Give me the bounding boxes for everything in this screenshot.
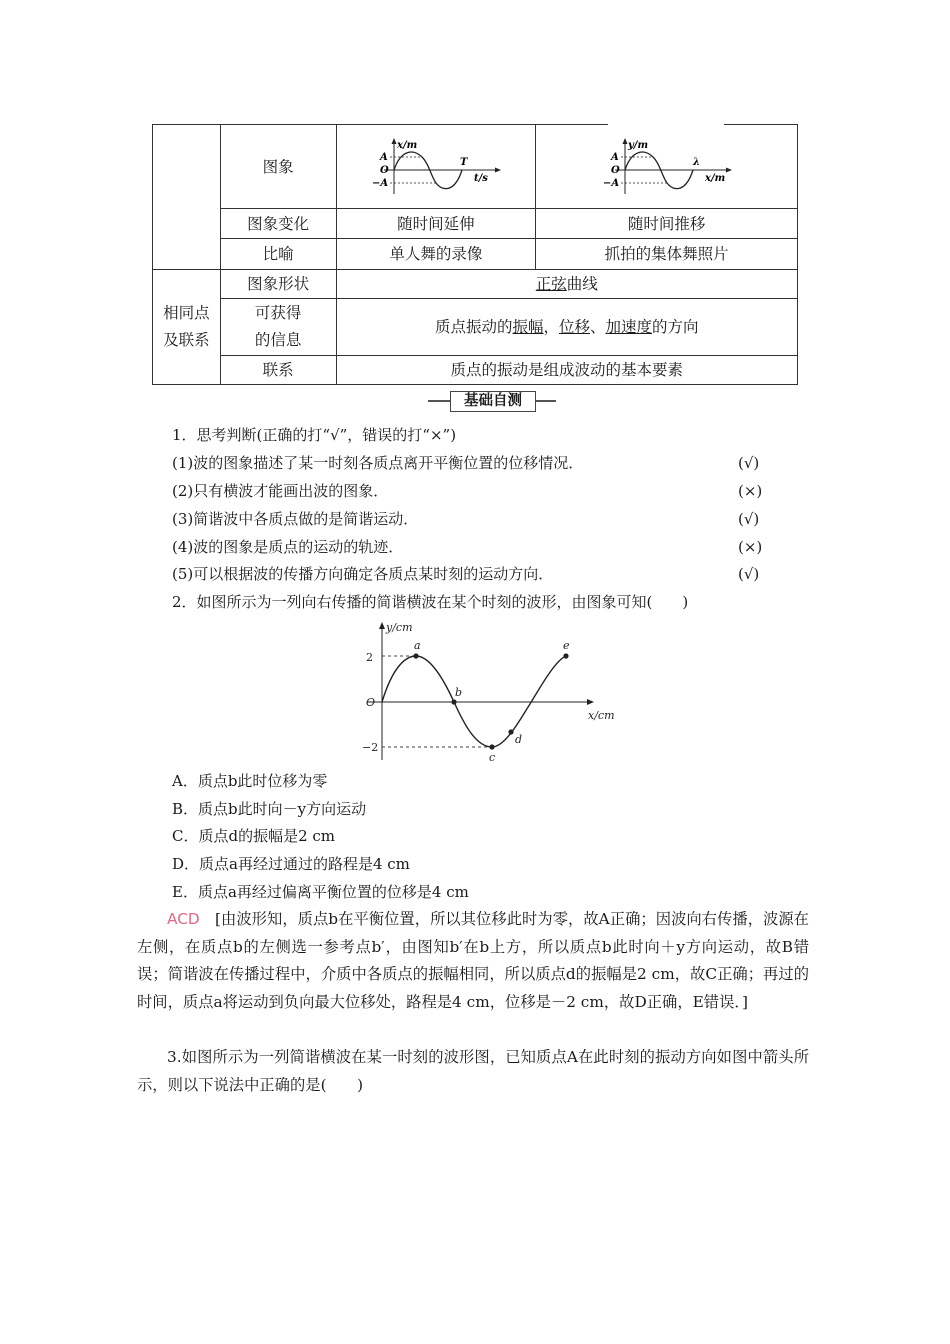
info-value (336, 299, 797, 356)
q2-label-e: e (563, 639, 570, 652)
y-axis-arrow (379, 622, 385, 629)
metaphor-vibration: 单人舞的录像 (336, 239, 536, 270)
comparison-table (152, 124, 798, 385)
vib-period-label: T (459, 156, 468, 168)
info-amplitude: 振幅 (512, 318, 544, 336)
q1-item-4: (4)波的图象是质点的运动的轨迹． (172, 538, 404, 556)
wave-origin-label: O (610, 164, 620, 176)
info-sep-2: 、 (590, 318, 606, 336)
point-c (489, 744, 494, 749)
link-value: 质点的振动是组成波动的基本要素 (336, 356, 797, 385)
wave-negA-label: −A (602, 177, 619, 189)
vib-axis-x-label: t/s (473, 172, 488, 184)
wave-A-label: A (610, 151, 619, 163)
change-wave: 随时间推移 (536, 209, 798, 239)
q2-explanation: [由波形知，质点b在平衡位置，所以其位移此时为零，故A正确；因波向右传播，波源在左侧，在质点b的左侧选一参考点b′，由图知b′在b上方，所以质点b此时向＋y方向运动，故B错误；简谐波在传播过程中，介质中各质点的振幅相同，所以质点d的振幅是2 cm，故C正确；再过的时间，质点a将运动到负向最大位移处，路程是4 cm，位移是－2 cm，故D正确，E错误．] (137, 910, 809, 1011)
q2-label-d: d (515, 733, 523, 746)
wave-axis-y-label: y/m (627, 139, 648, 151)
q1-mark-4: (×) (738, 538, 763, 556)
group-label-line-2: 及联系 (163, 331, 210, 349)
q2-wave-figure (358, 618, 618, 764)
q2-label-a: a (414, 639, 421, 652)
q1-item-3: (3)简谐波中各质点做的是简谐运动． (172, 510, 419, 528)
q2-origin: O (366, 696, 376, 709)
vibration-graph-cell (336, 125, 536, 209)
info-label-2: 的信息 (254, 331, 302, 349)
info-acceleration: 加速度 (605, 318, 653, 336)
row-label-image: 图象 (220, 125, 336, 209)
vib-origin-label: O (379, 164, 389, 176)
q2-option-c: C．质点d的振幅是2 cm (172, 827, 336, 845)
info-displacement: 位移 (559, 318, 591, 336)
q1-item-1: (1)波的图象描述了某一时刻各质点离开平衡位置的位移情况． (172, 454, 584, 472)
point-e (563, 653, 568, 658)
vib-A-label: A (379, 151, 388, 163)
banner-title: 基础自测 (450, 391, 536, 412)
q2-option-d: D．质点a再经过通过的路程是4 cm (172, 855, 410, 873)
q3-text: 3.如图所示为一列简谐横波在某一时刻的波形图，已知质点A在此时刻的振动方向如图中箭头所示，则以下说法中正确的是( ) (137, 1048, 809, 1094)
q1-mark-2: (×) (738, 482, 763, 500)
info-text-2: 的方向 (652, 318, 699, 336)
q1-item-5: (5)可以根据波的传播方向确定各质点某时刻的运动方向． (172, 565, 554, 583)
table-empty-group-cell (153, 125, 221, 270)
wave-graph-cell (536, 125, 798, 209)
row-label-link: 联系 (220, 356, 336, 385)
change-vibration: 随时间延伸 (336, 209, 536, 239)
q2-option-b: B．质点b此时向－y方向运动 (172, 800, 367, 818)
info-sep-1: ， (543, 318, 559, 336)
x-axis-arrow (587, 699, 594, 705)
q2-x-axis-label: x/cm (588, 709, 615, 722)
shape-underlined: 正弦 (535, 275, 567, 293)
info-label-1: 可获得 (254, 304, 302, 322)
point-a (413, 653, 418, 658)
info-text-1: 质点振动的 (434, 318, 513, 336)
row-label-shape: 图象形状 (220, 270, 336, 299)
row-label-change: 图象变化 (220, 209, 336, 239)
metaphor-wave: 抓拍的集体舞照片 (536, 239, 798, 270)
q2-title: 2．如图所示为一列向右传播的简谐横波在某个时刻的波形，由图象可知( ) (172, 593, 689, 611)
q2-answer-block (137, 906, 809, 1016)
section-banner (428, 391, 556, 411)
vib-negA-label: −A (371, 177, 389, 189)
q1-mark-1: (√) (738, 454, 760, 472)
wave-lambda-label: λ (692, 156, 700, 168)
q2-option-e: E．质点a再经过偏离平衡位置的位移是4 cm (172, 883, 469, 901)
q2-option-a: A．质点b此时位移为零 (172, 772, 328, 790)
wave-graph (597, 136, 737, 198)
q2-answer: ACD (167, 910, 200, 928)
q1-mark-3: (√) (738, 510, 760, 528)
wave-axis-x-label: x/m (704, 172, 725, 184)
q1-mark-5: (√) (738, 565, 760, 583)
q1-item-2: (2)只有横波才能画出波的图象． (172, 482, 389, 500)
q1-title: 1．思考判断(正确的打“√”，错误的打“×”) (172, 426, 457, 444)
row-label-info (220, 299, 336, 356)
shape-rest: 曲线 (566, 275, 598, 293)
q2-y-neg: −2 (362, 741, 379, 754)
q2-label-c: c (489, 751, 496, 764)
shape-value (336, 270, 797, 299)
vib-axis-y-label: x/m (396, 139, 418, 151)
q2-y-pos: 2 (366, 651, 373, 664)
q2-y-axis-label: y/cm (386, 621, 413, 634)
point-d (508, 729, 513, 734)
group-label-line-1: 相同点 (163, 304, 210, 322)
row-label-metaphor: 比喻 (220, 239, 336, 270)
point-b (451, 699, 456, 704)
q2-label-b: b (455, 686, 463, 699)
group-label-same (153, 270, 221, 385)
vibration-graph (366, 136, 506, 198)
